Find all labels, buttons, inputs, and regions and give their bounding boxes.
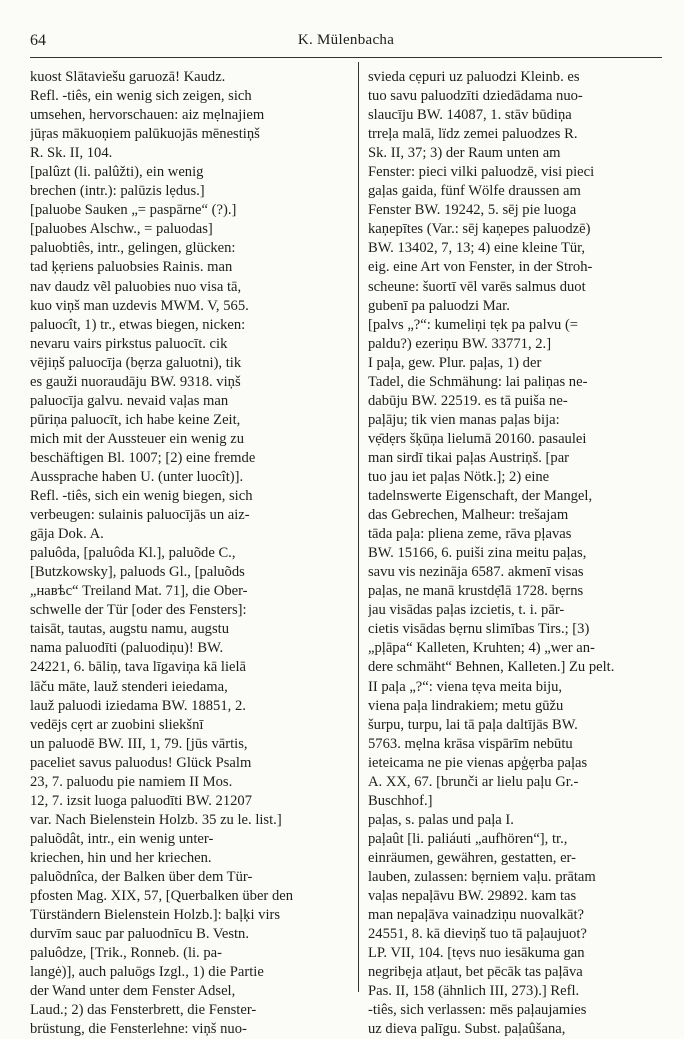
text-line: lauben, zulassen: bẹrniem vaļu. prātam bbox=[368, 868, 596, 885]
text-line: eig. eine Art von Fenster, in der Stroh- bbox=[368, 259, 593, 276]
text-line: I paļa, gew. Plur. paļas, 1) der bbox=[368, 354, 542, 371]
text-line: brüstung, die Fensterlehne: viņš nuo- bbox=[30, 1021, 247, 1038]
text-line: kuost Slātaviešu garuozā! Kaudz. bbox=[30, 69, 226, 85]
text-line: svieda cẹpuri uz paluodzi Kleinb. es bbox=[368, 69, 580, 85]
text-line: „pļāpa“ Kalleten, Kruhten; 4) „wer an- bbox=[368, 640, 595, 657]
text-line: paluôdze, [Trik., Ronneb. (li. pa- bbox=[30, 945, 222, 962]
text-line: tad ķẹriens paluobsies Rainis. man bbox=[30, 259, 233, 276]
text-line: paluõdnîca, der Balken über dem Tür- bbox=[30, 868, 253, 885]
text-line: cietis visādas bẹrnu slimības Tirs.; [3) bbox=[368, 621, 590, 638]
text-line: einräumen, gewähren, gestatten, er- bbox=[368, 849, 576, 866]
text-line: vẹ̄dẹrs šķūņa lielumā 20160. pasaulei bbox=[368, 430, 587, 447]
text-line: jau visādas paļas izcietis, t. i. pār- bbox=[368, 602, 565, 619]
text-line: taisāt, tautas, augstu namu, augstu bbox=[30, 621, 230, 638]
text-line: lauž paluodi iziedama BW. 18851, 2. bbox=[30, 697, 246, 714]
text-line: gaļas gaida, fünf Wölfe draussen am bbox=[368, 183, 581, 200]
text-line: paļaût [li. paliáuti „aufhören“], tr., bbox=[368, 830, 568, 847]
text-line: umsehen, hervorschauen: aiz mẹlnajiem bbox=[30, 107, 265, 124]
text-line: var. Nach Bielenstein Holzb. 35 zu le. list.] bbox=[30, 811, 282, 828]
text-line: man sirdī tikai paļas Austriņš. [par bbox=[368, 449, 570, 466]
text-line: schwelle der Tür [oder des Fensters]: bbox=[30, 602, 247, 619]
page-header bbox=[30, 32, 662, 54]
text-line: es gauži nuoraudāju BW. 9318. viņš bbox=[30, 373, 241, 390]
text-line: 12, 7. izsit luoga paluodīti BW. 21207 bbox=[30, 792, 253, 809]
right-column bbox=[368, 68, 664, 1039]
text-line: der Wand unter dem Fenster Adsel, bbox=[30, 983, 236, 1000]
text-line: [paluobes Alschw., = paluodas] bbox=[30, 221, 213, 238]
text-line: [paluobe Sauken „= paspārne“ (?).] bbox=[30, 202, 237, 219]
text-line: paļāju; tik vien manas paļas bija: bbox=[368, 411, 560, 428]
text-line: gāja Dok. A. bbox=[30, 526, 104, 543]
text-line: 5763. mẹlna krāsa vispārīm nebūtu bbox=[368, 735, 573, 752]
text-line: [Butzkowsky], paluods Gl., [paluõds bbox=[30, 564, 245, 581]
text-line: vedējs cẹrt ar zuobini sliekšnī bbox=[30, 716, 204, 733]
text-line: lāču māte, lauž stenderi ieiedama, bbox=[30, 678, 228, 695]
text-line: šurpu, turpu, lai tā paļa daltījās BW. bbox=[368, 716, 578, 733]
text-line: brechen (intr.): palūzis lẹdus.] bbox=[30, 183, 205, 200]
text-line: kriechen, hin und her kriechen. bbox=[30, 849, 212, 866]
text-line: paluocīja galvu. nevaid vaļas man bbox=[30, 392, 229, 409]
text-line: viena paļa lindrakiem; metu gūžu bbox=[368, 697, 564, 714]
text-line: tadelnswerte Eigenschaft, der Mangel, bbox=[368, 488, 593, 505]
text-line: verbeugen: sulainis paluocījās un aiz- bbox=[30, 507, 250, 524]
text-line: tuo savu paluodzīti dziedādama nuo- bbox=[368, 88, 583, 105]
text-line: vaļas nepaļāvu BW. 29892. kam tas bbox=[368, 888, 577, 905]
text-line: paluocît, 1) tr., etwas biegen, nicken: bbox=[30, 316, 246, 333]
running-head: K. Mülenbacha bbox=[297, 32, 395, 48]
text-line: tuo jau iet paļas Nötk.]; 2) eine bbox=[368, 468, 550, 485]
text-line: ieteicama ne pie vienas apģẹrba paļas bbox=[368, 754, 588, 771]
text-line: Fenster BW. 19242, 5. sēj pie luoga bbox=[368, 202, 577, 219]
text-line: Buschhof.] bbox=[368, 792, 433, 809]
text-line: dere schmäht“ Behnen, Kalleten.] Zu pelt. bbox=[368, 659, 615, 676]
text-line: paluôda, [paluôda Kl.], paluõde C., bbox=[30, 545, 236, 562]
text-line: paceliet savus paluodus! Glück Psalm bbox=[30, 754, 252, 771]
header-rule bbox=[30, 57, 662, 58]
text-line: slaucīju BW. 14087, 1. stāv būdiņa bbox=[368, 107, 572, 124]
text-line: scheune: šuortī vēl varēs salmus duot bbox=[368, 278, 586, 295]
text-line: kaņepītes (Var.: sēj kaņepes paluodzē) bbox=[368, 221, 591, 238]
text-line: Pas. II, 158 (ähnlich III, 273).] Refl. bbox=[368, 983, 580, 1000]
text-line: [palvs „?“: kumeliņi tẹk pa palvu (= bbox=[368, 316, 579, 333]
text-line: durvīm sauc par paluodnīcu B. Vestn. bbox=[30, 926, 250, 943]
text-line: Refl. -tiês, sich ein wenig biegen, sich bbox=[30, 488, 253, 505]
text-line: paļas, s. palas und paļa I. bbox=[368, 811, 514, 828]
text-line: mich mit der Aussteuer ein wenig zu bbox=[30, 430, 244, 447]
text-line: kuo viņš man uzdevis MWM. V, 565. bbox=[30, 297, 249, 314]
text-line: man nepaļāva vainadziņu nuovalkāt? bbox=[368, 907, 584, 924]
text-line: jūŗas mākuoņiem palūkuojās mēnestiņš bbox=[30, 126, 260, 143]
text-line: Aussprache haben U. (unter luocît)]. bbox=[30, 468, 244, 485]
text-line: pūriņa paluocīt, ich habe keine Zeit, bbox=[30, 411, 241, 428]
text-line: -tiês, sich verlassen: mēs paļaujamies bbox=[368, 1002, 587, 1019]
page-number: 64 bbox=[30, 32, 46, 49]
text-line: das Gebrechen, Malheur: trešajam bbox=[368, 507, 569, 524]
text-line: paluõdât, intr., ein wenig unter- bbox=[30, 830, 214, 847]
text-line: Fenster: pieci vilki paluodzē, visi pieci bbox=[368, 164, 595, 181]
text-line: paldu?) ezeriņu BW. 33771, 2.] bbox=[368, 335, 552, 352]
text-line: II paļa „?“: viena tẹva meita biju, bbox=[368, 678, 563, 695]
text-line: R. Sk. II, 104. bbox=[30, 145, 113, 162]
text-line: nevaru vairs pirkstus paluocīt. cik bbox=[30, 335, 228, 352]
left-column bbox=[30, 68, 348, 1039]
text-line: „навѣс“ Treiland Mat. 71], die Ober- bbox=[30, 583, 248, 600]
text-line: savu vis nezināja 6587. akmenī visas bbox=[368, 564, 584, 581]
text-line: Türständern Bielenstein Holzb.]: baļķi virs bbox=[30, 907, 281, 924]
text-line: pfosten Mag. XIX, 57, [Querbalken über den bbox=[30, 888, 294, 905]
text-line: nav daudz vẽl paluobies nuo visa tā, bbox=[30, 278, 242, 295]
text-line: trreļa malā, lïdz zemei paluodzes R. bbox=[368, 126, 578, 143]
text-line: Sk. II, 37; 3) der Raum unten am bbox=[368, 145, 561, 162]
text-line: un paluodē BW. III, 1, 79. [jūs vārtis, bbox=[30, 735, 248, 752]
text-line: 24551, 8. kā dieviņš tuo tā paļaujuot? bbox=[368, 926, 587, 943]
text-line: paļas, ne manā krustdẹ̄lā 1728. bẹrns bbox=[368, 583, 584, 600]
text-line: negribẹja atļaut, bet pēcāk tas paļāva bbox=[368, 964, 583, 981]
text-line: A. XX, 67. [brunči ar lielu paļu Gr.- bbox=[368, 773, 579, 790]
text-line: tāda paļa: pliena zeme, rāva pļavas bbox=[368, 526, 572, 543]
text-line: vējiņš paluocīja (bẹrza galuotni), tik bbox=[30, 354, 242, 371]
text-line: BW. 15166, 6. puiši zina meitu paļas, bbox=[368, 545, 587, 562]
text-line: Tadel, die Schmähung: lai paliņas ne- bbox=[368, 373, 588, 390]
text-line: [palûzt (li. palûžti), ein wenig bbox=[30, 164, 204, 181]
text-line: beschäftigen Bl. 1007; [2) eine fremde bbox=[30, 449, 256, 466]
text-line: langė)], auch paluōgs Izgl., 1) die Partie bbox=[30, 964, 264, 981]
text-line: dabūju BW. 22519. es tā puiša ne- bbox=[368, 392, 568, 409]
text-line: BW. 13402, 7, 13; 4) eine kleine Tür, bbox=[368, 240, 586, 257]
column-divider bbox=[358, 62, 359, 992]
text-line: Refl. -tiês, ein wenig sich zeigen, sich bbox=[30, 88, 252, 105]
text-line: nama paluodīti (paluodiņu)! BW. bbox=[30, 640, 224, 657]
text-line: Laud.; 2) das Fensterbrett, die Fenster- bbox=[30, 1002, 257, 1019]
text-line: 24221, 6. bāliņ, tava līgaviņa kā lielā bbox=[30, 659, 247, 676]
text-line: paluobtiês, intr., gelingen, glücken: bbox=[30, 240, 236, 257]
text-line: LP. VII, 104. [tẹvs nuo iesākuma gan bbox=[368, 945, 585, 962]
text-line: 23, 7. paluodu pie namiem II Mos. bbox=[30, 773, 233, 790]
text-line: gubenī pa paluodzi Mar. bbox=[368, 297, 510, 314]
text-line: uz dieva palīgu. Subst. paļaûšana, bbox=[368, 1021, 566, 1038]
